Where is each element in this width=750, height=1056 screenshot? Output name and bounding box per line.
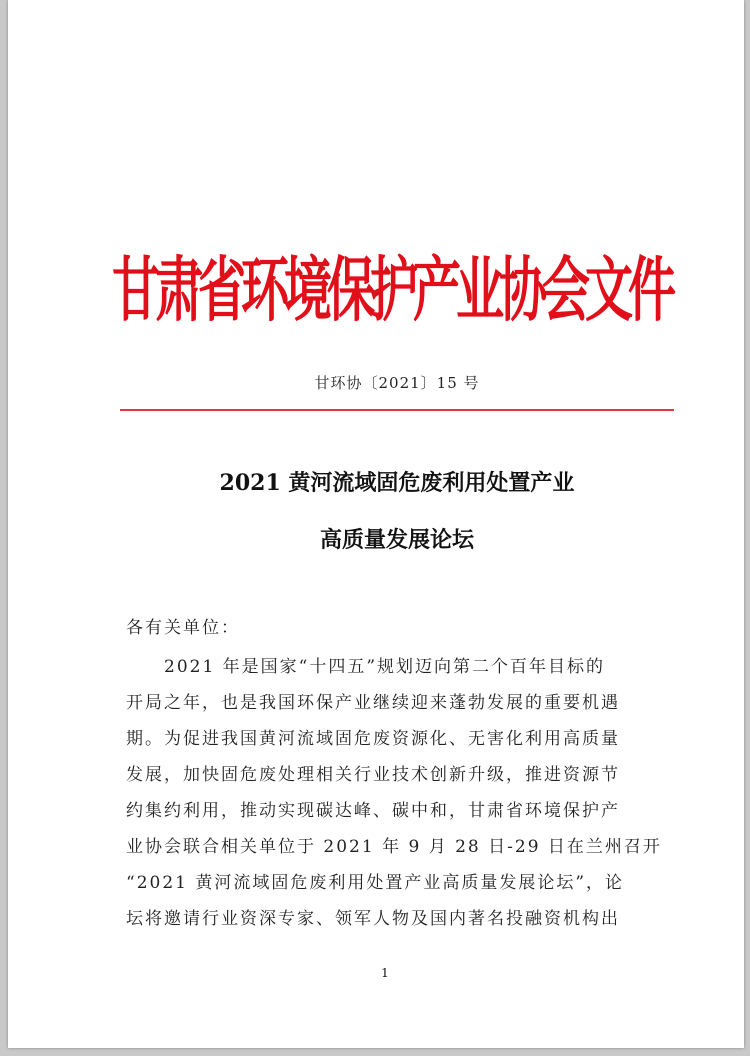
salutation: 各有关单位： xyxy=(126,618,240,638)
body-line: 坛将邀请行业资深专家、领军人物及国内著名投融资机构出 xyxy=(126,909,620,929)
document-page xyxy=(8,0,744,1048)
body-line: “2021 黄河流域固危废利用处置产业高质量发展论坛”，论 xyxy=(126,873,625,893)
body-line: 发展，加快固危废处理相关行业技术创新升级，推进资源节 xyxy=(126,765,620,785)
document-title-line-1: 2021 黄河流域固危废利用处置产业 xyxy=(219,470,575,496)
document-title-line-2: 高质量发展论坛 xyxy=(319,527,474,553)
body-line: 2021 年是国家“十四五”规划迈向第二个百年目标的 xyxy=(164,657,606,677)
body-line: 业协会联合相关单位于 2021 年 9 月 28 日-29 日在兰州召开 xyxy=(126,837,662,857)
header-divider xyxy=(120,409,674,411)
body-paragraph xyxy=(126,649,662,937)
body-line: 约集约利用，推动实现碳达峰、碳中和，甘肃省环境保护产 xyxy=(126,801,620,821)
body-line: 期。为促进我国黄河流域固危废资源化、无害化利用高质量 xyxy=(126,729,620,749)
page-number: 1 xyxy=(381,966,389,980)
body-line: 开局之年，也是我国环保产业继续迎来蓬勃发展的重要机遇 xyxy=(126,693,620,713)
document-number: 甘环协〔2021〕15 号 xyxy=(314,374,480,392)
document-header-title: 甘肃省环境保护产业协会文件 xyxy=(112,250,672,332)
